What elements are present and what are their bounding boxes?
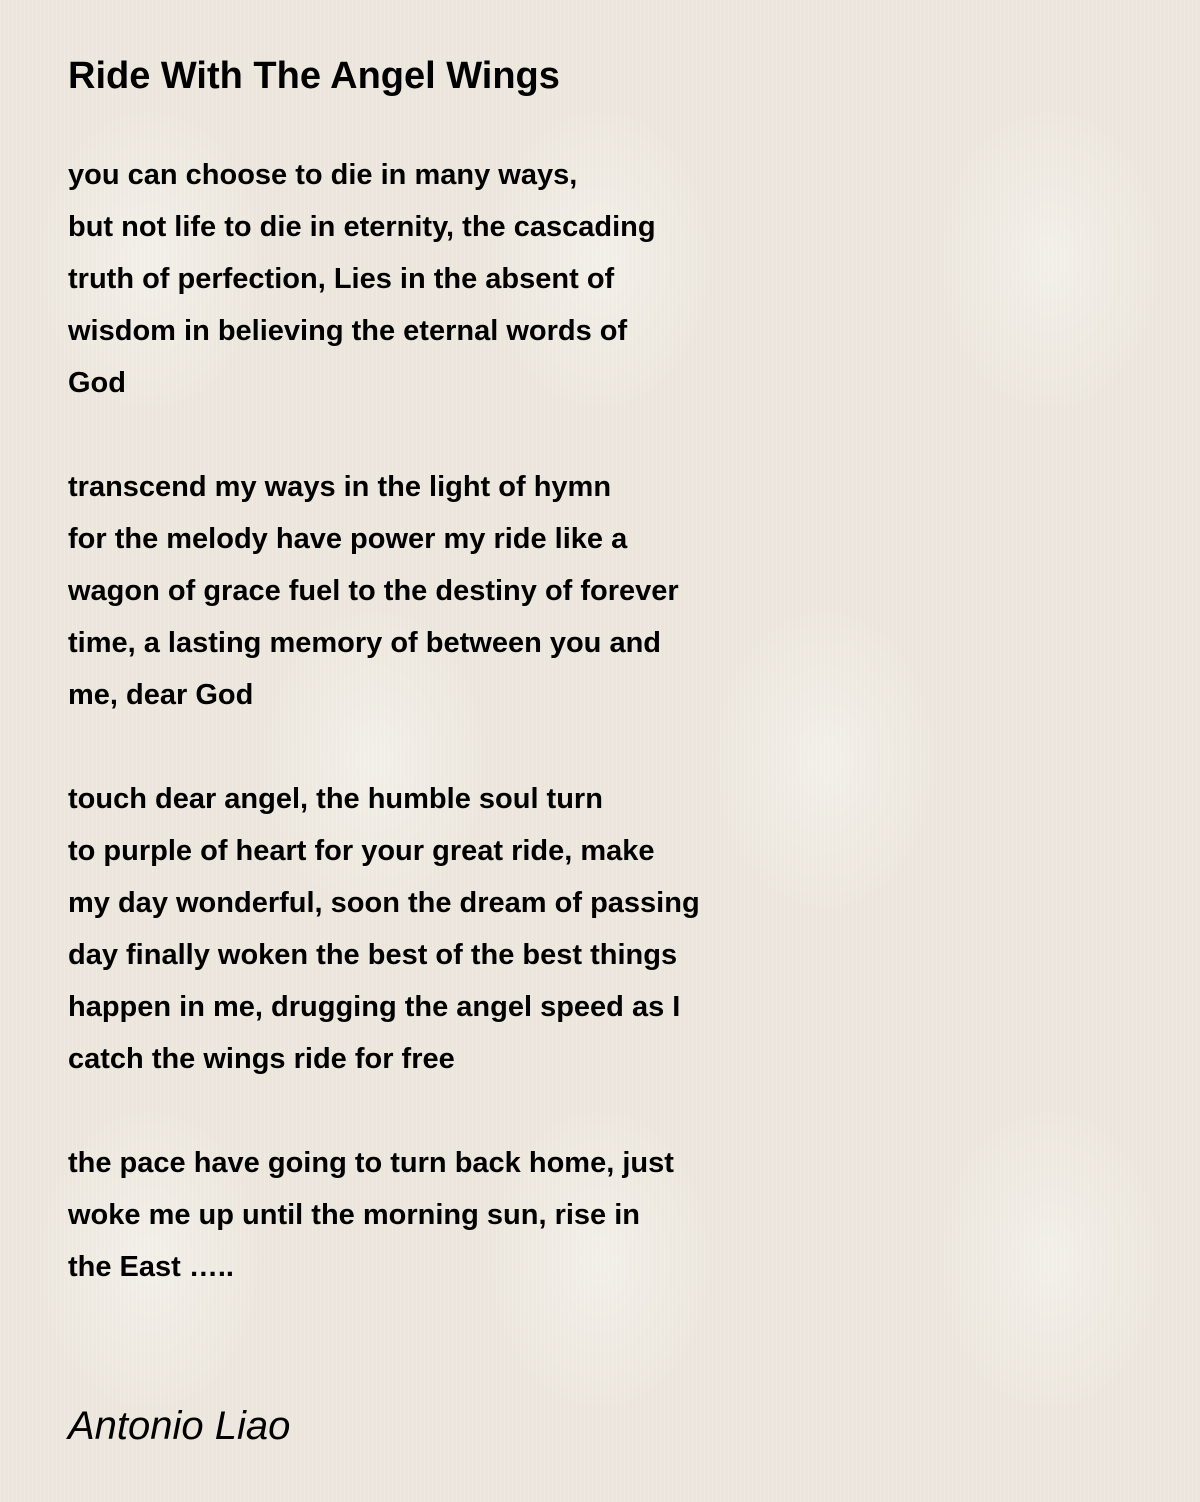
poem-body [68, 149, 968, 1345]
poem-line: time, a lasting memory of between you and [68, 627, 662, 659]
poem-line: touch dear angel, the humble soul turn [68, 783, 603, 815]
poem-line: woke me up until the morning sun, rise in [68, 1199, 640, 1231]
poem-line: the East ….. [68, 1251, 234, 1283]
poem-line: truth of perfection, Lies in the absent of [68, 263, 615, 295]
poem-line: but not life to die in eternity, the cascading [68, 211, 656, 243]
poem-line: me, dear God [68, 679, 254, 711]
poem-line: transcend my ways in the light of hymn [68, 471, 612, 503]
poem-line: catch the wings ride for free [68, 1043, 455, 1075]
poem-line: wagon of grace fuel to the destiny of forever [68, 575, 679, 607]
poem-line: wisdom in believing the eternal words of [68, 315, 628, 347]
poem-line: the pace have going to turn back home, just [68, 1147, 674, 1179]
poem-author: Antonio Liao [68, 1404, 291, 1448]
stanza [68, 773, 968, 1085]
poem-line: you can choose to die in many ways, [68, 159, 578, 191]
poem-line: God [68, 367, 126, 399]
poem-line: day finally woken the best of the best things [68, 939, 678, 971]
poem-title: Ride With The Angel Wings [68, 55, 560, 97]
stanza [68, 1137, 968, 1293]
stanza [68, 461, 968, 721]
stanza [68, 149, 968, 409]
poem-line: happen in me, drugging the angel speed as I [68, 991, 681, 1023]
poem-line: to purple of heart for your great ride, make [68, 835, 655, 867]
poem-line: my day wonderful, soon the dream of passing [68, 887, 700, 919]
poem-line: for the melody have power my ride like a [68, 523, 628, 555]
